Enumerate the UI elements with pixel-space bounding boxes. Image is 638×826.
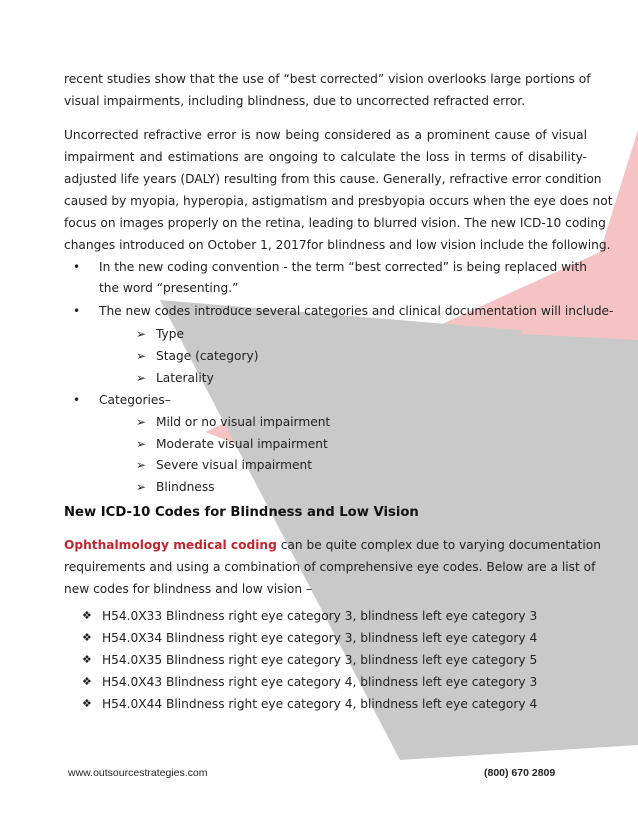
- text-line: impairment and estimations are ongoing to calculate the loss in terms of disability-: [64, 150, 587, 164]
- sub-list-item-text: Mild or no visual impairment: [156, 415, 331, 429]
- text-line: visual impairments, including blindness, due to uncorrected refracted error.: [64, 94, 526, 108]
- arrow-bullet-icon: ➢: [136, 458, 147, 472]
- text-line: new codes for blindness and low vision –: [64, 582, 313, 596]
- text-line: [64, 536, 601, 554]
- sub-list-item-text: Severe visual impairment: [156, 458, 312, 472]
- footer-website-link[interactable]: www.outsourcestrategies.com: [68, 767, 208, 779]
- arrow-bullet-icon: ➢: [136, 371, 147, 385]
- code-item-text: H54.0X44 Blindness right eye category 4, blindness left eye category 4: [102, 697, 538, 711]
- bullet-dot-icon: •: [73, 393, 81, 407]
- sub-list-item-text: Type: [156, 327, 184, 341]
- text-line: caused by myopia, hyperopia, astigmatism and presbyopia occurs when the eye does not: [64, 194, 613, 208]
- code-item-text: H54.0X35 Blindness right eye category 3, blindness left eye category 5: [102, 653, 538, 667]
- diamond-bullet-icon: ❖: [82, 631, 92, 644]
- arrow-bullet-icon: ➢: [136, 415, 147, 429]
- text-span: can be quite complex due to varying documentation: [276, 538, 601, 552]
- diamond-bullet-icon: ❖: [82, 609, 92, 622]
- ophthalmology-coding-link[interactable]: Ophthalmology medical coding: [64, 538, 277, 552]
- sub-list-item-text: Moderate visual impairment: [156, 437, 328, 451]
- text-line: focus on images properly on the retina, leading to blurred vision. The new ICD-10 coding: [64, 216, 606, 230]
- text-line: requirements and using a combination of comprehensive eye codes. Below are a list of: [64, 560, 596, 574]
- diamond-bullet-icon: ❖: [82, 697, 92, 710]
- sub-list-item-text: Laterality: [156, 371, 214, 385]
- code-item-text: H54.0X43 Blindness right eye category 4, blindness left eye category 3: [102, 675, 538, 689]
- diamond-bullet-icon: ❖: [82, 653, 92, 666]
- code-item-text: H54.0X34 Blindness right eye category 3, blindness left eye category 4: [102, 631, 538, 645]
- code-item-text: H54.0X33 Blindness right eye category 3, blindness left eye category 3: [102, 609, 538, 623]
- sub-list-item-text: Blindness: [156, 480, 215, 494]
- diamond-bullet-icon: ❖: [82, 675, 92, 688]
- bullet-dot-icon: •: [73, 304, 81, 318]
- text-line: recent studies show that the use of “best corrected” vision overlooks large portions of: [64, 72, 591, 86]
- sub-list-item-text: Stage (category): [156, 349, 259, 363]
- list-item: [64, 302, 614, 320]
- text-line: changes introduced on October 1, 2017for blindness and low vision include the following.: [64, 238, 611, 252]
- text-line: adjusted life years (DALY) resulting from this cause. Generally, refractive error condition: [64, 172, 602, 186]
- list-item-text: The new codes introduce several categories and clinical documentation will include-: [99, 304, 614, 318]
- list-item-continuation: [64, 279, 587, 297]
- list-item-text: Categories–: [99, 393, 171, 407]
- arrow-bullet-icon: ➢: [136, 480, 147, 494]
- list-item-text: In the new coding convention - the term “best corrected” is being replaced with: [99, 260, 587, 274]
- list-item: [64, 391, 587, 409]
- footer-phone: (800) 670 2809: [484, 767, 556, 779]
- arrow-bullet-icon: ➢: [136, 349, 147, 363]
- arrow-bullet-icon: ➢: [136, 327, 147, 341]
- bullet-dot-icon: •: [73, 260, 81, 274]
- text-line: Uncorrected refractive error is now being considered as a prominent cause of visual: [64, 128, 587, 142]
- list-item: [64, 258, 587, 276]
- section-heading: New ICD-10 Codes for Blindness and Low Vision: [64, 505, 419, 520]
- list-item-text: the word “presenting.”: [99, 281, 239, 295]
- arrow-bullet-icon: ➢: [136, 437, 147, 451]
